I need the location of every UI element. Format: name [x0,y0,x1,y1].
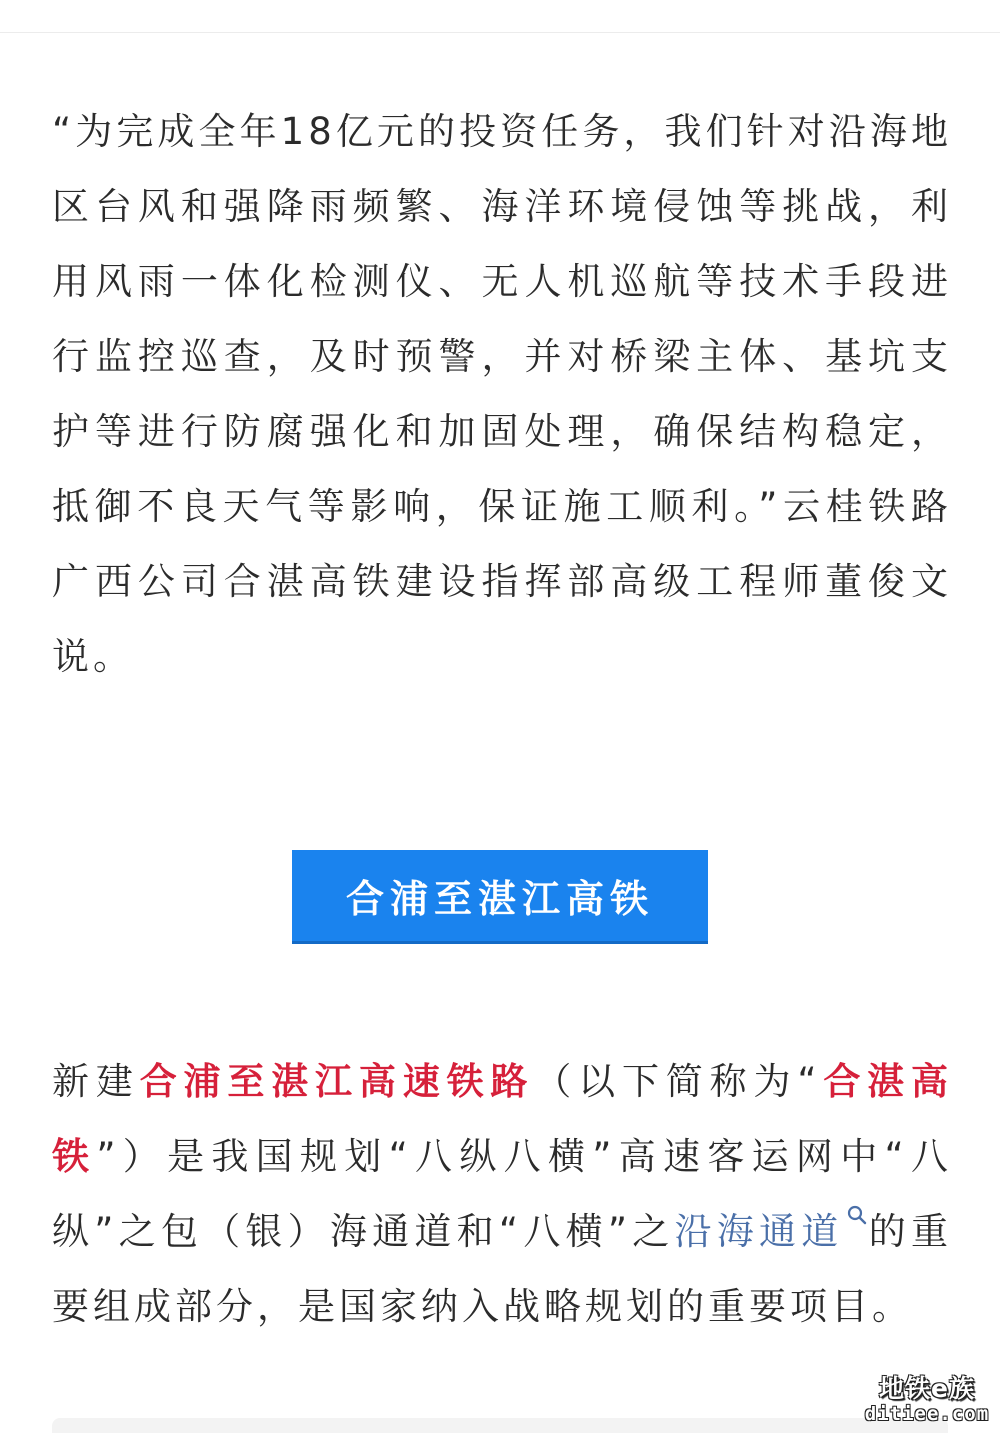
watermark-brand: 地铁e族 [879,1374,975,1403]
coastal-corridor-link[interactable] [675,1210,868,1253]
site-watermark [862,1376,992,1424]
intro-prefix: 新建 [52,1060,140,1103]
watermark-domain: ditiee.com [864,1403,990,1425]
search-icon[interactable] [846,1204,868,1226]
link-text[interactable]: 沿海通道 [674,1210,844,1253]
intro-paragraph [52,1044,952,1344]
section-heading-banner [292,850,708,944]
highlight-full-name: 合浦至湛江高速铁路 [139,1060,535,1103]
intro-suffix: 的重要组成部分，是国家纳入战略规划的重要项目。 [52,1210,952,1328]
intro-mid-1: （以下简称为“ [534,1060,821,1103]
top-divider [0,32,1000,33]
next-content-card [52,1418,948,1433]
intro-mid-2: ”）是我国规划“八纵八横”高速客运网中“八纵”之包（银）海通道和“八横”之 [52,1135,952,1253]
highlight-short-name: 合湛高铁 [52,1060,953,1178]
section-heading: 合浦至湛江高铁 [345,877,654,921]
quote-paragraph: “为完成全年18亿元的投资任务，我们针对沿海地区台风和强降雨频繁、海洋环境侵蚀等挑战，利用风雨一体化检测仪、无人机巡航等技术手段进行监控巡查，及时预警，并对桥梁主体、基坑支护等进行防腐强化和加固处理，确保结构稳定，抵御不良天气等影响，保证施工顺利。”云桂铁路广西公司合湛高铁建设指挥部高级工程师董俊文说。 [52,110,952,678]
